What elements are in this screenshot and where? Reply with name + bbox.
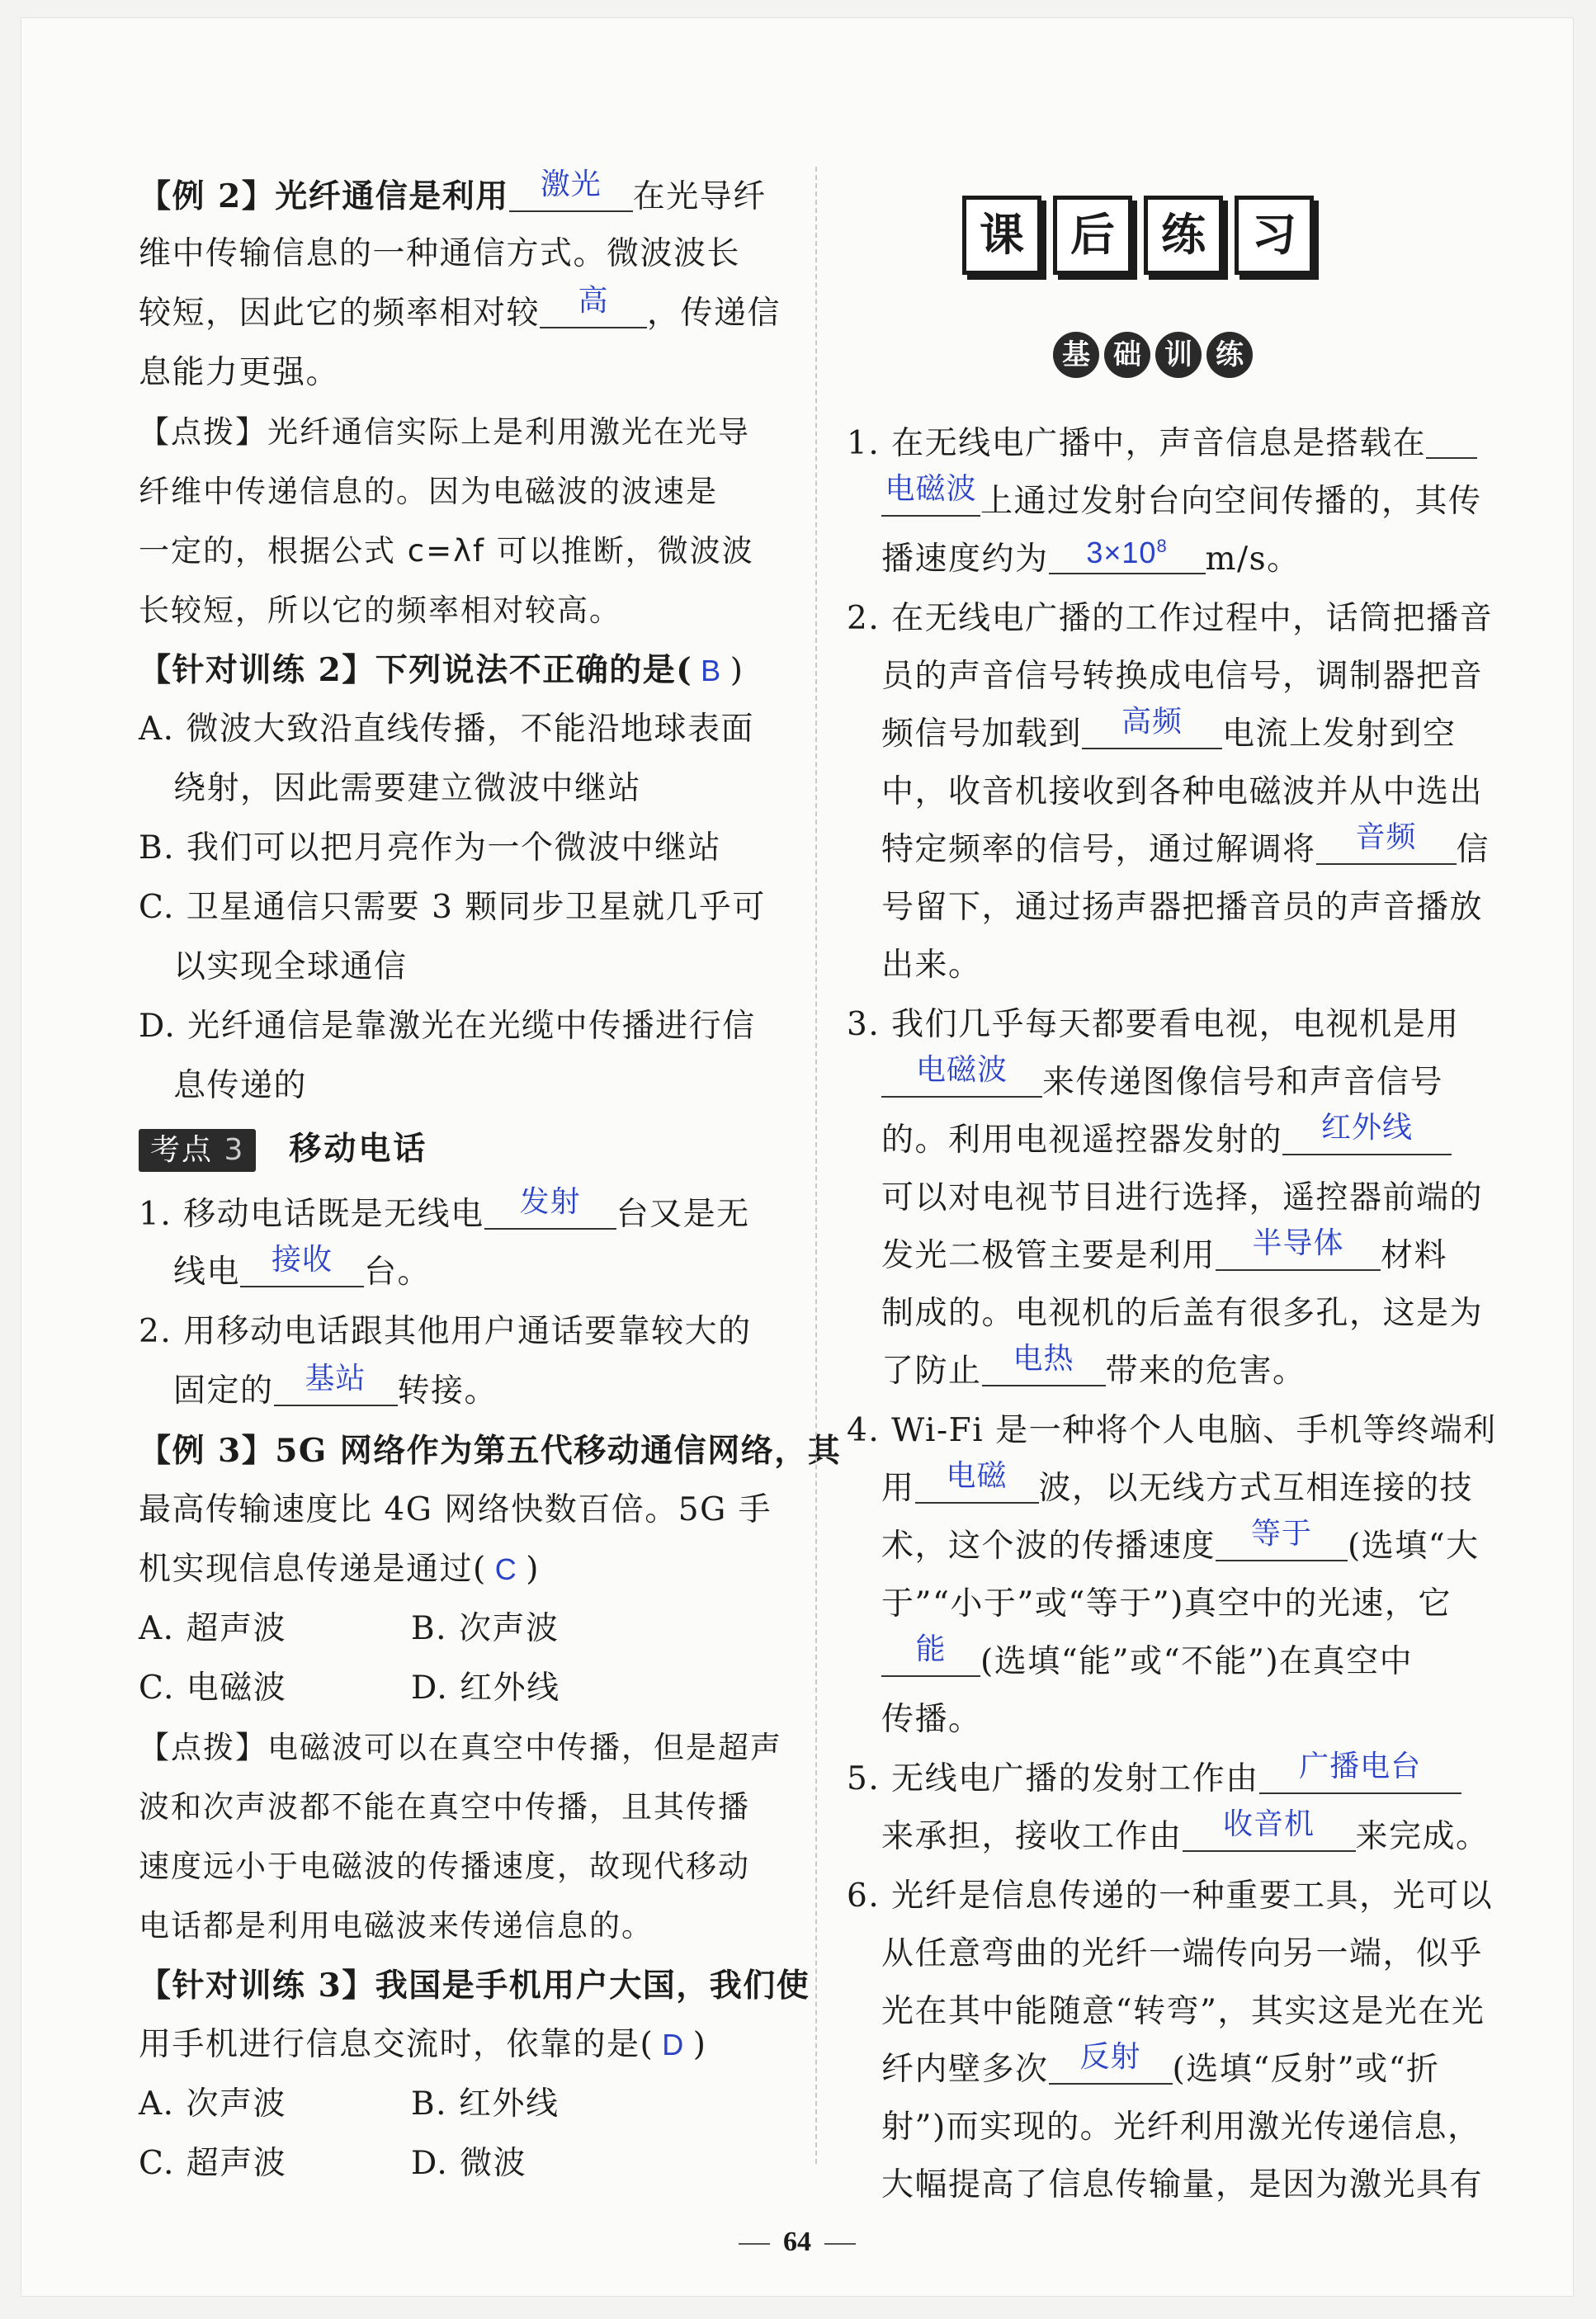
sub-title-char: 训	[1155, 332, 1202, 378]
tip-2-line-1: 【点拨】光纤通信实际上是利用激光在光导	[139, 414, 750, 450]
exercise-3-line-6: 制成的。电视机的后盖有很多孔，这是为	[881, 1295, 1484, 1332]
tip-2-line-4: 长较短，所以它的频率相对较高。	[139, 593, 621, 628]
blank-answer: 电磁波	[881, 1063, 1042, 1098]
blank-answer: 红外线	[1282, 1121, 1452, 1155]
question-1-line-1: 1. 移动电话既是无线电 发射 台又是无	[139, 1184, 750, 1233]
tip-3-line-4: 电话都是利用电磁波来传递信息的。	[139, 1908, 654, 1944]
blank-answer: 发射	[484, 1195, 616, 1230]
training-2-option-d: D. 光纤通信是靠激光在光缆中传播进行信	[139, 1008, 756, 1045]
training-2-option-d-cont: 息传递的	[173, 1067, 308, 1104]
exercise-3-line-5: 发光二极管主要是利用 半导体 材料	[881, 1226, 1448, 1274]
blank-answer: 高	[540, 294, 647, 328]
exercise-2-line-7: 出来。	[881, 947, 982, 984]
blank-answer: 电磁波	[881, 482, 980, 517]
training-3-line-1: 【针对训练 3】我国是手机用户大国，我们使	[139, 1967, 810, 2005]
blank-answer: 等于	[1216, 1527, 1348, 1561]
question-1-line-2: 线电 接收 台。	[173, 1242, 432, 1291]
blank-answer: 音频	[1316, 830, 1457, 865]
key-point-tag: 考点 3	[139, 1129, 256, 1172]
blank-answer: 高频	[1082, 715, 1222, 749]
training-2-option-c-cont: 以实现全球通信	[173, 948, 408, 985]
section-title	[962, 196, 1314, 286]
exercise-1-line-3: 播速度约为 $3\times 10^8$ m/s。	[881, 536, 1301, 578]
blank-answer: 电磁	[915, 1469, 1039, 1504]
exercise-4-line-1: 4. Wi-Fi 是一种将个人电脑、手机等终端利	[847, 1412, 1497, 1449]
training-2-option-a-cont: 绕射，因此需要建立微波中继站	[173, 770, 642, 807]
blank-answer: 半导体	[1216, 1236, 1381, 1271]
training-2-option-a: A. 微波大致沿直线传播，不能沿地球表面	[139, 711, 754, 748]
example-3-line-1: 【例 3】5G 网络作为第五代移动通信网络，其	[139, 1432, 842, 1470]
exercise-2-line-6: 号留下，通过扬声器把播音员的声音播放	[881, 889, 1484, 926]
training-2-option-b: B. 我们可以把月亮作为一个微波中继站	[139, 829, 721, 867]
exercise-6-line-5: 射”)而实现的。光纤利用激光传递信息，	[881, 2109, 1481, 2146]
sub-title-char: 练	[1206, 332, 1253, 378]
example-3-line-3: 机实现信息传递是通过( C )	[139, 1551, 540, 1588]
question-2-line-2: 固定的 基站 转接。	[173, 1361, 498, 1410]
sub-title-char: 础	[1104, 332, 1150, 378]
tip-3-line-3: 速度远小于电磁波的传播速度，故现代移动	[139, 1849, 750, 1884]
key-point-3-header	[139, 1129, 784, 1175]
section-title-char: 课	[962, 196, 1041, 275]
exercise-4-line-4: 于”“小于”或“等于”)真空中的光速，它	[881, 1585, 1452, 1622]
page-sheet	[21, 18, 1573, 2296]
training-3-options-ab: A. 次声波 B. 红外线	[139, 2085, 560, 2123]
page-number: 64	[21, 2227, 1573, 2258]
section-title-char: 习	[1235, 196, 1314, 275]
training-2-stem: 【针对训练 2】下列说法不正确的是( B )	[139, 651, 744, 689]
exercise-3-line-4: 可以对电视节目进行选择，遥控器前端的	[881, 1179, 1484, 1216]
section-title-char: 后	[1053, 196, 1132, 275]
exercise-4-line-3: 术，这个波的传播速度 等于 (选填“大	[881, 1516, 1480, 1565]
exercise-2-line-2: 员的声音信号转换成电信号，调制器把音	[881, 658, 1484, 695]
blank-answer: 激光	[509, 177, 633, 212]
exercise-4-line-6: 传播。	[881, 1701, 982, 1738]
exercise-6-line-6: 大幅提高了信息传输量，是因为激光具有	[881, 2166, 1484, 2203]
blank-answer: 基站	[274, 1372, 398, 1406]
blank-answer: 电热	[982, 1352, 1106, 1386]
example-2-line-2: 维中传输信息的一种通信方式。微波波长	[139, 235, 741, 272]
exercise-1-line-2: 电磁波 上通过发射台向空间传播的，其传	[847, 482, 1474, 522]
exercise-6-line-2: 从任意弯曲的光纤一端传向另一端，似乎	[881, 1935, 1484, 1972]
tip-3-line-2: 波和次声波都不能在真空中传播，且其传播	[139, 1789, 750, 1825]
exercise-2-line-1: 2. 在无线电广播的工作过程中，话筒把播音	[847, 600, 1494, 637]
exercise-6-line-4: 纤内壁多次 反射 (选填“反射”或“折	[881, 2039, 1440, 2088]
exercise-3-line-7: 了防止 电热 带来的危害。	[881, 1341, 1306, 1390]
training-2-option-c: C. 卫星通信只需要 3 颗同步卫星就几乎可	[139, 889, 766, 926]
example-3-options-ab: A. 超声波 B. 次声波	[139, 1610, 560, 1647]
blank-answer: 收音机	[1183, 1817, 1356, 1852]
example-2-line-4: 息能力更强。	[139, 354, 340, 391]
example-3-line-2: 最高传输速度比 4G 网络快数百倍。5G 手	[139, 1491, 772, 1528]
training-3-line-2: 用手机进行信息交流时，依靠的是( D )	[139, 2026, 707, 2063]
exercise-1-line-1: 1. 在无线电广播中，声音信息是搭载在	[847, 424, 1474, 464]
training-3-options-cd: C. 超声波 D. 微波	[139, 2145, 527, 2182]
example-2-line-1: 【例 2】光纤通信是利用 激光 在光导纤	[139, 167, 767, 215]
blank-answer: $3\times 10^8$	[1049, 540, 1206, 574]
exercise-2-line-4: 中，收音机接收到各种电磁波并从中选出	[881, 773, 1484, 810]
example-3-options-cd: C. 电磁波 D. 红外线	[139, 1670, 560, 1707]
exercise-5-line-2: 来承担，接收工作由 收音机 来完成。	[881, 1807, 1490, 1855]
blank-answer: 反射	[1049, 2050, 1173, 2085]
exercise-3-line-3: 的。利用电视遥控器发射的 红外线	[847, 1121, 1474, 1160]
tip-2-line-2: 纤维中传递信息的。因为电磁波的波速是	[139, 474, 718, 509]
exercise-6-line-1: 6. 光纤是信息传递的一种重要工具，光可以	[847, 1877, 1494, 1915]
blank-answer: 接收	[240, 1253, 364, 1287]
exercise-3-line-2: 电磁波 来传递图像信号和声音信号	[847, 1063, 1474, 1103]
sub-section-title	[1053, 332, 1253, 380]
exercise-4-line-5: 能 (选填“能”或“不能”)在真空中	[847, 1642, 1474, 1682]
section-title-char: 练	[1144, 196, 1223, 275]
blank-answer	[1426, 424, 1477, 459]
column-divider	[815, 167, 817, 2164]
key-point-title: 移动电话	[289, 1131, 428, 1168]
sub-title-char: 基	[1053, 332, 1099, 378]
question-2-line-1: 2. 用移动电话跟其他用户通话要靠较大的	[139, 1313, 752, 1350]
tip-3-line-1: 【点拨】电磁波可以在真空中传播，但是超声	[139, 1730, 782, 1765]
blank-answer: 广播电台	[1259, 1759, 1461, 1794]
exercise-2-line-5: 特定频率的信号，通过解调将 音频 信	[881, 819, 1490, 868]
exercise-2-line-3: 频信号加载到 高频 电流上发射到空	[881, 704, 1457, 753]
blank-answer: 能	[881, 1642, 980, 1677]
example-2-line-3: 较短，因此它的频率相对较 高 ，传递信	[139, 283, 781, 332]
tip-2-line-3: 一定的，根据公式 c=λf 可以推断，微波波	[139, 533, 754, 569]
exercise-3-line-1: 3. 我们几乎每天都要看电视，电视机是用	[847, 1006, 1460, 1043]
exercise-6-line-3: 光在其中能随意“转弯”，其实这是光在光	[881, 1993, 1485, 2030]
exercise-5-line-1: 5. 无线电广播的发射工作由 广播电台	[847, 1759, 1474, 1799]
exercise-4-line-2: 用 电磁 波，以无线方式互相连接的技	[881, 1458, 1474, 1507]
